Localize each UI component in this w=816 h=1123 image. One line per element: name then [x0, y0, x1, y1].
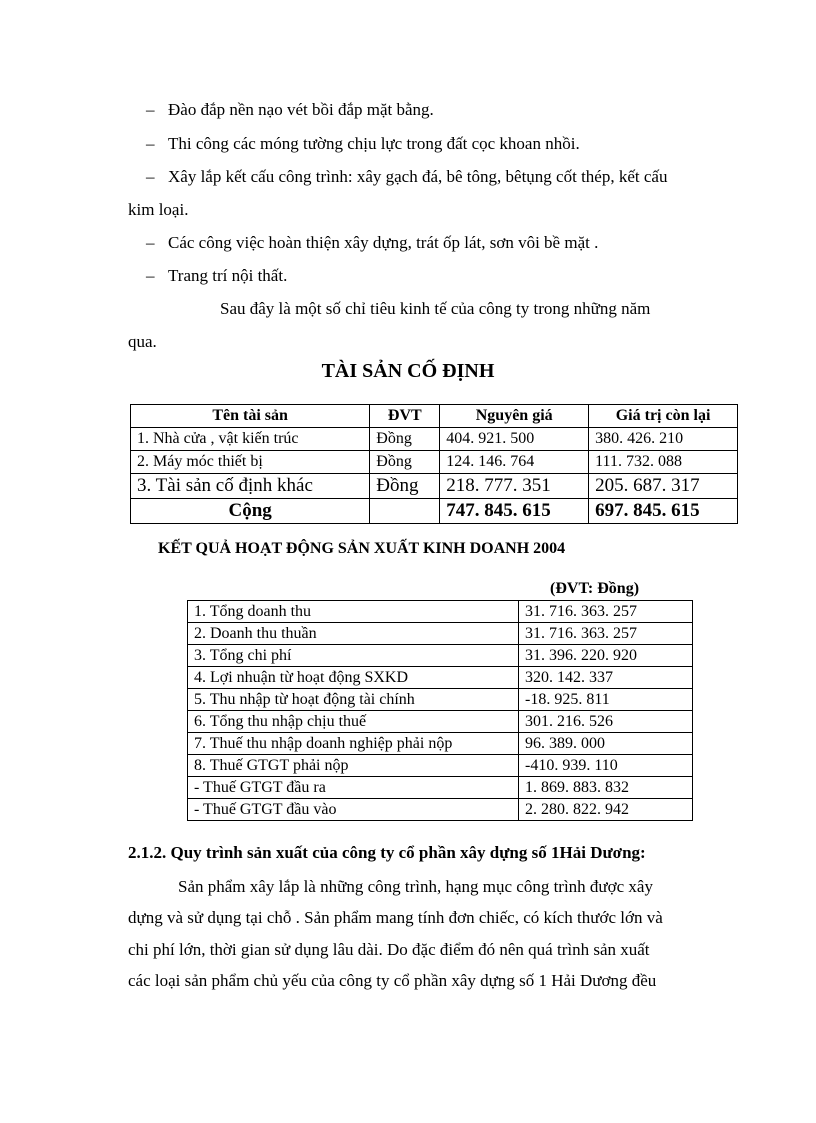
table-cell: Đồng [370, 428, 440, 451]
table-cell: 697. 845. 615 [589, 499, 738, 524]
bullet-dash: – [146, 134, 155, 153]
table-cell: 124. 146. 764 [440, 451, 589, 474]
table-cell: 3. Tổng chi phí [188, 645, 519, 667]
table-cell: 31. 716. 363. 257 [519, 623, 693, 645]
table-header-cell: Nguyên giá [440, 405, 589, 428]
table-cell: 2. Doanh thu thuần [188, 623, 519, 645]
table-cell: 1. 869. 883. 832 [519, 777, 693, 799]
results-table-unit: (ĐVT: Đồng) [550, 580, 640, 597]
table-cell: 380. 426. 210 [589, 428, 738, 451]
table-cell: 4. Lợi nhuận từ hoạt động SXKD [188, 667, 519, 689]
table-header-cell: Tên tài sản [131, 405, 370, 428]
fixed-assets-table [130, 404, 738, 524]
table-cell: 31. 716. 363. 257 [519, 601, 693, 623]
bullet-item-continuation: kim loại. [128, 200, 189, 219]
table-cell: 205. 687. 317 [589, 474, 738, 499]
table-cell: 2. Máy móc thiết bị [131, 451, 370, 474]
bullet-item: Các công việc hoàn thiện xây dựng, trát ốp lát, sơn vôi bề mặt . [168, 233, 599, 252]
table-row [188, 667, 693, 689]
table-cell: - Thuế GTGT đầu vào [188, 799, 519, 821]
table-row [188, 755, 693, 777]
table-row [131, 428, 738, 451]
body-text-line: các loại sản phẩm chủ yếu của công ty cổ phần xây dựng số 1 Hải Dương đều [128, 971, 657, 990]
intro-paragraph: Sau đây là một số chỉ tiêu kinh tế của công ty trong những năm [220, 299, 651, 318]
bullet-dash: – [146, 167, 155, 186]
table-cell: 1. Nhà cửa , vật kiến trúc [131, 428, 370, 451]
table-cell: 8. Thuế GTGT phải nộp [188, 755, 519, 777]
table-row [131, 474, 738, 499]
table-cell: 3. Tài sản cố định khác [131, 474, 370, 499]
table-cell: 7. Thuế thu nhập doanh nghiệp phải nộp [188, 733, 519, 755]
table-cell: 747. 845. 615 [440, 499, 589, 524]
table-cell: 1. Tổng doanh thu [188, 601, 519, 623]
table-row [188, 689, 693, 711]
table-cell: 111. 732. 088 [589, 451, 738, 474]
business-results-table [187, 600, 693, 821]
table-header-row [131, 405, 738, 428]
table-cell: 320. 142. 337 [519, 667, 693, 689]
body-text-line: dựng và sử dụng tại chỗ . Sản phẩm mang tính đơn chiếc, có kích thước lớn và [128, 908, 663, 927]
asset-table-title: TÀI SẢN CỐ ĐỊNH [321, 360, 495, 382]
table-cell: 301. 216. 526 [519, 711, 693, 733]
table-cell: - Thuế GTGT đầu ra [188, 777, 519, 799]
table-row [188, 799, 693, 821]
table-cell: 5. Thu nhập từ hoạt động tài chính [188, 689, 519, 711]
table-row [188, 623, 693, 645]
bullet-item: Xây lắp kết cấu công trình: xây gạch đá, bê tông, bêtụng cốt thép, kết cấu [168, 167, 668, 186]
table-row [188, 601, 693, 623]
table-row [188, 777, 693, 799]
results-table-title: KẾT QUẢ HOẠT ĐỘNG SẢN XUẤT KINH DOANH 2004 [158, 540, 566, 557]
body-text-line: Sản phẩm xây lắp là những công trình, hạng mục công trình được xây [178, 877, 653, 896]
table-row [131, 451, 738, 474]
bullet-item: Đào đắp nền nạo vét bồi đắp mặt bằng. [168, 100, 434, 119]
table-header-cell: ĐVT [370, 405, 440, 428]
bullet-dash: – [146, 100, 155, 119]
table-cell: 96. 389. 000 [519, 733, 693, 755]
table-cell: -18. 925. 811 [519, 689, 693, 711]
table-cell: 2. 280. 822. 942 [519, 799, 693, 821]
table-cell: 404. 921. 500 [440, 428, 589, 451]
bullet-dash: – [146, 233, 155, 252]
table-row [188, 711, 693, 733]
bullet-item: Thi công các móng tường chịu lực trong đất cọc khoan nhồi. [168, 134, 580, 153]
bullet-item: Trang trí nội thất. [168, 266, 288, 285]
table-cell [370, 499, 440, 524]
bullet-dash: – [146, 266, 155, 285]
table-cell: Cộng [131, 499, 370, 524]
intro-paragraph-continuation: qua. [128, 332, 157, 351]
table-total-row [131, 499, 738, 524]
table-row [188, 645, 693, 667]
section-heading: 2.1.2. Quy trình sản xuất của công ty cổ phần xây dựng số 1Hải Dương: [128, 843, 646, 862]
table-cell: Đồng [370, 474, 440, 499]
body-text-line: chi phí lớn, thời gian sử dụng lâu dài. Do đặc điểm đó nên quá trình sản xuất [128, 940, 650, 959]
table-cell: 218. 777. 351 [440, 474, 589, 499]
table-cell: -410. 939. 110 [519, 755, 693, 777]
table-header-cell: Giá trị còn lại [589, 405, 738, 428]
table-cell: Đồng [370, 451, 440, 474]
table-cell: 31. 396. 220. 920 [519, 645, 693, 667]
table-cell: 6. Tổng thu nhập chịu thuế [188, 711, 519, 733]
table-row [188, 733, 693, 755]
